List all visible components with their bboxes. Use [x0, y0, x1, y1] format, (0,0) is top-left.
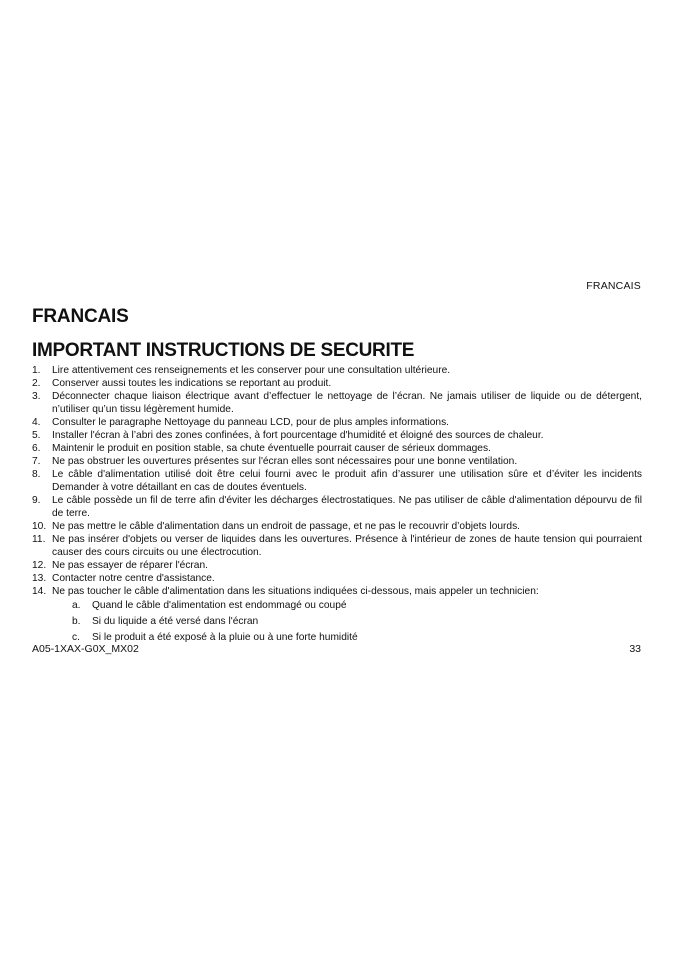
item-number: 2.: [32, 378, 41, 389]
running-head: FRANCAIS: [586, 280, 641, 292]
item-text: Ne pas mettre le câble d'alimentation dans un endroit de passage, et ne pas le recouvrir d’objets lourds.: [52, 521, 521, 532]
item-number: 11.: [32, 534, 46, 545]
sub-list-item: [32, 598, 358, 614]
document-code: A05-1XAX-G0X_MX02: [32, 643, 139, 655]
list-item: [32, 572, 642, 585]
item-text: Conserver aussi toutes les indications se reportant au produit.: [52, 378, 332, 389]
item-number: 13.: [32, 573, 47, 584]
item-text: Maintenir le produit en position stable, sa chute éventuelle pourrait causer de sérieux dommages.: [52, 443, 491, 454]
list-item: [32, 585, 642, 598]
item-text: Ne pas insérer d'objets ou verser de liquides dans les ouvertures. Présence à l'intérieur de zones de haute tension qui pourraient causer des cours circuits ou une électrocution.: [52, 534, 642, 558]
sub-list-item: [32, 614, 358, 630]
sub-item-letter: a.: [72, 600, 81, 611]
item-text: Installer l'écran à l’abri des zones confinées, à fort pourcentage d'humidité et éloigné des sources de chaleur.: [52, 430, 544, 441]
list-item: [32, 442, 642, 455]
sub-item-letter: c.: [72, 632, 80, 643]
item-number: 6.: [32, 443, 41, 454]
item-text: Ne pas essayer de réparer l'écran.: [52, 560, 208, 571]
sub-item-text: Si le produit a été exposé à la pluie ou à une forte humidité: [92, 632, 358, 643]
item-number: 8.: [32, 469, 41, 480]
list-item: [32, 390, 642, 416]
sublist-container: [32, 598, 642, 646]
sub-item-letter: b.: [72, 616, 81, 627]
item-number: 5.: [32, 430, 41, 441]
list-item: [32, 559, 642, 572]
list-item: [32, 494, 642, 520]
item-number: 4.: [32, 417, 41, 428]
item-text: Le câble possède un fil de terre afin d'éviter les décharges électrostatiques. Ne pas utiliser de câble d'alimentation dépourvu de fil de terre.: [52, 495, 642, 519]
sub-items-list: [32, 598, 358, 646]
item-number: 3.: [32, 391, 41, 402]
page-title: IMPORTANT INSTRUCTIONS DE SECURITE: [32, 340, 415, 361]
list-item: [32, 429, 642, 442]
item-text: Lire attentivement ces renseignements et les conserver pour une consultation ultérieure.: [52, 365, 451, 376]
list-item: [32, 520, 642, 533]
item-text: Déconnecter chaque liaison électrique avant d’effectuer le nettoyage de l’écran. Ne jamais utiliser de liquide ou de détergent, n’utiliser qu’un tissu légèrement humide.: [52, 391, 642, 415]
item-text: Ne pas obstruer les ouvertures présentes sur l'écran elles sont nécessaires pour une bonne ventilation.: [52, 456, 518, 467]
item-number: 12.: [32, 560, 47, 571]
list-item: [32, 455, 642, 468]
item-text: Ne pas toucher le câble d'alimentation dans les situations indiquées ci-dessous, mais appeler un technicien:: [52, 586, 539, 597]
item-text: Contacter notre centre d'assistance.: [52, 573, 215, 584]
list-item: [32, 533, 642, 559]
list-item: [32, 377, 642, 390]
list-item: [32, 416, 642, 429]
item-number: 9.: [32, 495, 41, 506]
item-number: 14.: [32, 586, 47, 597]
language-title: FRANCAIS: [32, 306, 129, 327]
sub-item-text: Si du liquide a été versé dans l'écran: [92, 616, 259, 627]
list-item: [32, 364, 642, 377]
item-number: 7.: [32, 456, 41, 467]
item-text: Consulter le paragraphe Nettoyage du panneau LCD, pour de plus amples informations.: [52, 417, 449, 428]
list-item: [32, 468, 642, 494]
item-number: 10.: [32, 521, 47, 532]
item-text: Le câble d'alimentation utilisé doit être celui fourni avec le produit afin d’assurer une utilisation sûre et d’éviter les incidents Demander à votre détaillant en cas de doutes éventuels.: [52, 469, 642, 493]
sub-item-text: Quand le câble d'alimentation est endommagé ou coupé: [92, 600, 347, 611]
page-number: 33: [629, 643, 641, 655]
instructions-list: [32, 364, 642, 646]
item-number: 1.: [32, 365, 41, 376]
